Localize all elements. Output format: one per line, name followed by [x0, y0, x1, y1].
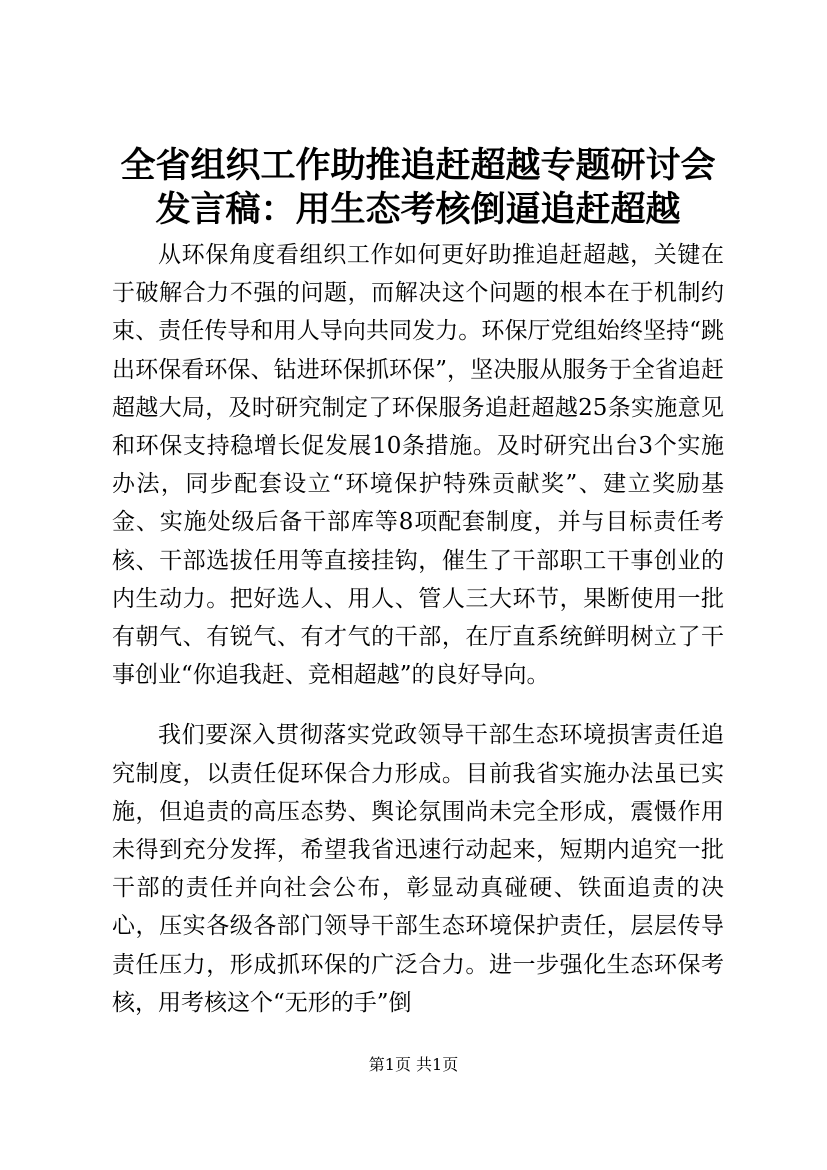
page-number-footer: 第1页 共1页	[368, 1055, 459, 1074]
document-body	[112, 236, 724, 1022]
document-title: 全省组织工作助推追赶超越专题研讨会发言稿：用生态考核倒逼追赶超越	[120, 145, 716, 230]
paragraph-2: 我们要深入贯彻落实党政领导干部生态环境损害责任追究制度，以责任促环保合力形成。目前我省实施办法虽已实施，但追责的高压态势、舆论氛围尚未完全形成，震慑作用未得到充分发挥，希望我省迅速行动起来，短期内追究一批干部的责任并向社会公布，彰显动真碰硬、铁面追责的决心，压实各级各部门领导干部生态环境保护责任，层层传导责任压力，形成抓环保的广泛合力。进一步强化生态环保考核，用考核这个“无形的手”倒	[112, 722, 724, 1016]
paragraph-1: 从环保角度看组织工作如何更好助推追赶超越，关键在于破解合力不强的问题，而解决这个问题的根本在于机制约束、责任传导和用人导向共同发力。环保厅党组始终坚持“跳出环保看环保、钻进环保抓环保”，坚决服从服务于全省追赶超越大局，及时研究制定了环保服务追赶超越25条实施意见和环保支持稳增长促发展10条措施。及时研究出台3个实施办法，同步配套设立“环境保护特殊贡献奖”、建立奖励基金、实施处级后备干部库等8项配套制度，并与目标责任考核、干部选拔任用等直接挂钩，催生了干部职工干事创业的内生动力。把好选人、用人、管人三大环节，果断使用一批有朝气、有锐气、有才气的干部，在厅直系统鲜明树立了干事创业“你追我赶、竞相超越”的良好导向。	[112, 242, 724, 689]
